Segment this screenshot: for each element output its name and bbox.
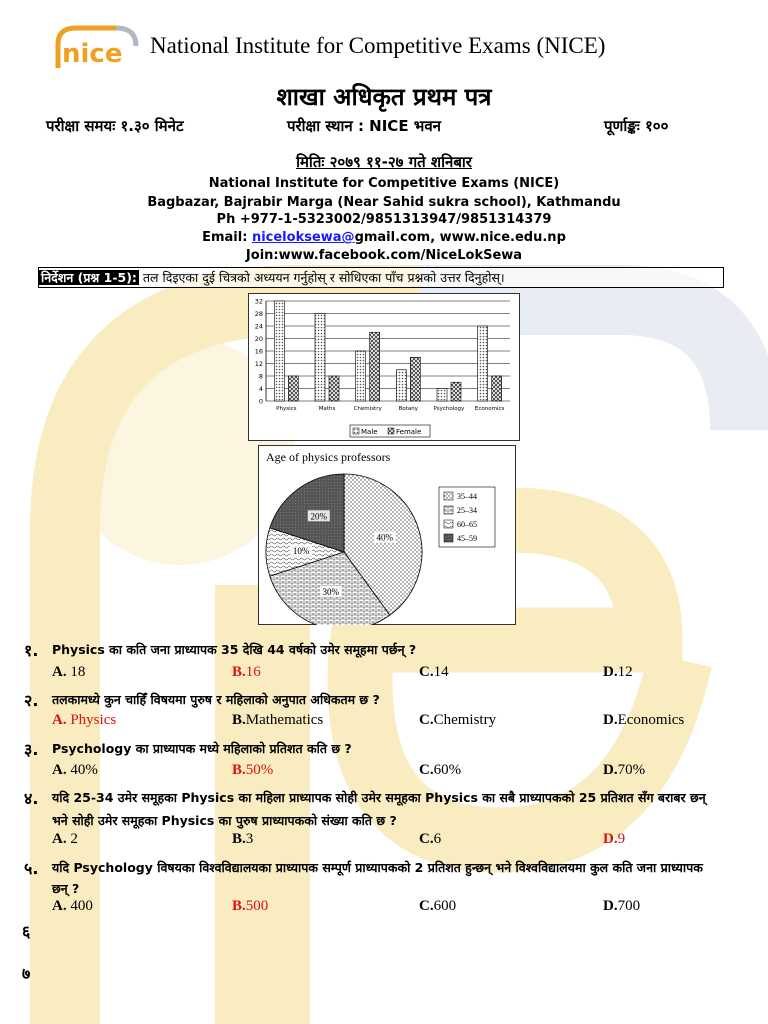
question-text: तलकामध्ये कुन चाहिँ विषयमा पुरुष र महिलाको अनुपात अधिकतम छ ? xyxy=(52,692,380,707)
bar-male-maths xyxy=(315,314,325,402)
pie-slice-label: 40% xyxy=(376,532,394,543)
bar-female-chemistry xyxy=(370,332,380,401)
option-value: Physics xyxy=(66,712,117,728)
answer-option[interactable] xyxy=(419,762,461,779)
option-letter: B. xyxy=(232,762,246,778)
option-value: Mathematics xyxy=(245,712,324,728)
option-value: 50% xyxy=(245,762,274,778)
bar-female-botany xyxy=(410,357,420,401)
question-number: ४. xyxy=(24,789,39,808)
option-value: 6 xyxy=(433,831,442,847)
logo-text: nice xyxy=(62,39,123,69)
bar-female-physics xyxy=(288,376,298,401)
option-letter: A. xyxy=(52,664,67,680)
email-label: Email: xyxy=(202,230,252,245)
answer-option[interactable] xyxy=(419,664,449,681)
bar-female-maths xyxy=(329,376,339,401)
bar-category-label: Maths xyxy=(318,406,336,412)
option-value: Chemistry xyxy=(433,712,497,728)
bar-y-tick-label: 32 xyxy=(254,297,263,306)
option-letter: C. xyxy=(419,831,434,847)
exam-date: मितिः २०७९ ११-२७ गते शनिबार xyxy=(296,153,472,171)
bar-y-tick-label: 20 xyxy=(254,335,263,343)
pie-legend-swatch xyxy=(444,520,453,528)
bar-female-economics xyxy=(492,376,502,401)
question-text: यदि 25-34 उमेर समूहका Physics का महिला प्राध्यापक सोही उमेर समूहका Physics का सबै प्राध्यापकको 25 प्रतिशत सँग बराबर छन् xyxy=(52,790,706,805)
option-letter: C. xyxy=(419,898,434,914)
pie-legend-label: 25–34 xyxy=(457,506,477,515)
option-letter: A. xyxy=(52,898,67,914)
full-marks: पूर्णाङ्कः १०० xyxy=(604,117,669,135)
question-text: Psychology का प्राध्यापक मध्ये महिलाको प्रतिशत कति छ ? xyxy=(52,741,352,756)
option-value: 40% xyxy=(66,762,98,778)
question-text: Physics का कति जना प्राध्यापक 35 देखि 44 वर्षको उमेर समूहमा पर्छन् ? xyxy=(52,642,417,657)
bar-category-label: Psychology xyxy=(433,406,465,412)
pie-slice-label: 10% xyxy=(292,546,310,556)
instruction-label: निर्देशन (प्रश्न 1-5): xyxy=(41,270,137,285)
option-value: 16 xyxy=(245,664,261,680)
answer-option[interactable] xyxy=(232,831,253,848)
answer-option[interactable] xyxy=(52,664,85,681)
contact-email xyxy=(0,230,768,245)
question-number: १. xyxy=(24,641,39,660)
answer-option[interactable] xyxy=(232,664,261,681)
answer-option[interactable] xyxy=(419,898,456,915)
option-letter: A. xyxy=(52,712,67,728)
bar-y-tick-label: 8 xyxy=(258,372,263,381)
answer-option[interactable] xyxy=(603,831,625,848)
question-number: ५. xyxy=(24,859,39,878)
pie-legend-swatch xyxy=(444,506,453,514)
answer-option[interactable] xyxy=(603,898,640,915)
pie-legend-label: 35–44 xyxy=(457,492,477,501)
bar-male-chemistry xyxy=(356,351,366,401)
bar-male-botany xyxy=(396,370,406,401)
exam-venue: परीक्षा स्थान : NICE भवन xyxy=(287,117,441,135)
pie-legend-label: 60–65 xyxy=(457,520,477,529)
answer-option[interactable] xyxy=(419,831,441,848)
legend-male-swatch xyxy=(353,428,359,434)
trailing-number: ६ xyxy=(22,922,31,941)
answer-option[interactable] xyxy=(52,762,98,779)
option-value: 3 xyxy=(245,831,254,847)
contact-phone: Ph +977-1-5323002/9851313947/9851314379 xyxy=(216,212,552,227)
bar-male-economics xyxy=(478,326,488,401)
question-number: २. xyxy=(24,691,39,710)
question-number: ३. xyxy=(24,740,39,759)
email-rest: gmail.com, www.nice.edu.np xyxy=(354,230,566,245)
option-letter: A. xyxy=(52,762,67,778)
option-value: 14 xyxy=(433,664,449,680)
question-text-continued: भने सोही उमेर समूहका Physics का पुरुष प्राध्यापकको संख्या कति छ ? xyxy=(52,813,397,828)
nice-logo xyxy=(54,24,140,70)
answer-option[interactable] xyxy=(419,712,496,729)
option-letter: D. xyxy=(603,762,618,778)
bar-category-label: Botany xyxy=(398,406,419,412)
legend-female-swatch xyxy=(388,428,394,434)
bar-y-tick-label: 28 xyxy=(254,310,263,318)
contact-address: Bagbazar, Bajrabir Marga (Near Sahid sukra school), Kathmandu xyxy=(147,195,621,210)
option-value: 18 xyxy=(66,664,86,680)
answer-option[interactable] xyxy=(52,898,93,915)
bar-male-psychology xyxy=(437,389,447,402)
option-value: 2 xyxy=(66,831,78,847)
option-letter: B. xyxy=(232,831,246,847)
option-value: 700 xyxy=(617,898,641,914)
bar-legend xyxy=(350,425,430,437)
option-value: 60% xyxy=(433,762,462,778)
option-letter: C. xyxy=(419,712,434,728)
question-text-continued: छन् ? xyxy=(52,881,80,896)
pie-slices xyxy=(266,474,422,625)
trailing-number: ७ xyxy=(22,964,31,983)
pie-title: Age of physics professors xyxy=(266,450,391,464)
instruction-text: तल दिइएका दुई चित्रको अध्ययन गर्नुहोस् र सोधिएका पाँच प्रश्नको उत्तर दिनुहोस्। xyxy=(138,270,505,285)
option-letter: B. xyxy=(232,712,246,728)
pie-slice-label: 30% xyxy=(322,586,339,597)
contact-facebook[interactable]: Join:www.facebook.com/NiceLokSewa xyxy=(245,248,523,263)
answer-option[interactable] xyxy=(232,712,323,729)
bar-female-psychology xyxy=(451,382,461,401)
option-letter: C. xyxy=(419,762,434,778)
option-value: 12 xyxy=(617,664,633,680)
answer-option[interactable] xyxy=(603,762,645,779)
option-letter: B. xyxy=(232,664,246,680)
bar-category-label: Economics xyxy=(474,406,505,412)
answer-option[interactable] xyxy=(603,712,684,729)
pie-legend-swatch xyxy=(444,534,453,542)
pie-legend-label: 45–59 xyxy=(457,534,477,543)
bar-male-physics xyxy=(274,301,284,401)
exam-subject: शाखा अधिकृत प्रथम पत्र xyxy=(276,83,492,111)
option-letter: C. xyxy=(419,664,434,680)
bar-category-label: Chemistry xyxy=(353,406,382,412)
question-text: यदि Psychology विषयका विश्वविद्यालयका प्राध्यापक सम्पूर्ण प्राध्यापकको 2 प्रतिशत हुन्छन् भने विश्वविद्यालयमा कुल कति जना प्राध्यापक xyxy=(52,860,703,875)
option-value: Economics xyxy=(617,712,685,728)
answer-option[interactable] xyxy=(52,831,78,848)
option-letter: D. xyxy=(603,712,618,728)
bar-y-tick-label: 0 xyxy=(258,397,263,406)
bar-chart xyxy=(248,293,520,441)
org-title: National Institute for Competitive Exams (NICE) xyxy=(150,33,606,58)
legend-male-label: Male xyxy=(361,428,378,436)
bar-y-tick-label: 12 xyxy=(254,360,263,368)
pie-legend xyxy=(439,487,495,547)
option-letter: A. xyxy=(52,831,67,847)
answer-option[interactable] xyxy=(52,712,116,729)
bar-y-tick-label: 24 xyxy=(254,322,263,331)
exam-time: परीक्षा समयः १.३० मिनेट xyxy=(46,117,184,135)
pie-chart xyxy=(258,445,516,625)
instruction-box xyxy=(38,267,724,288)
answer-option[interactable] xyxy=(232,898,268,915)
option-letter: D. xyxy=(603,831,618,847)
pie-slice-label: 20% xyxy=(310,511,328,522)
option-value: 9 xyxy=(617,831,626,847)
email-link[interactable]: niceloksewa@ xyxy=(251,230,355,245)
option-letter: B. xyxy=(232,898,246,914)
pie-legend-swatch xyxy=(444,492,453,500)
option-value: 500 xyxy=(245,898,269,914)
option-letter: D. xyxy=(603,664,618,680)
bar-category-label: Physics xyxy=(276,406,297,412)
option-letter: D. xyxy=(603,898,618,914)
legend-female-label: Female xyxy=(396,428,422,436)
contact-org: National Institute for Competitive Exams (NICE) xyxy=(208,176,560,191)
answer-option[interactable] xyxy=(603,664,633,681)
answer-option[interactable] xyxy=(232,762,273,779)
option-value: 400 xyxy=(66,898,93,914)
bar-y-tick-label: 16 xyxy=(254,347,263,356)
option-value: 70% xyxy=(617,762,646,778)
bar-y-tick-label: 4 xyxy=(258,385,263,393)
option-value: 600 xyxy=(433,898,457,914)
